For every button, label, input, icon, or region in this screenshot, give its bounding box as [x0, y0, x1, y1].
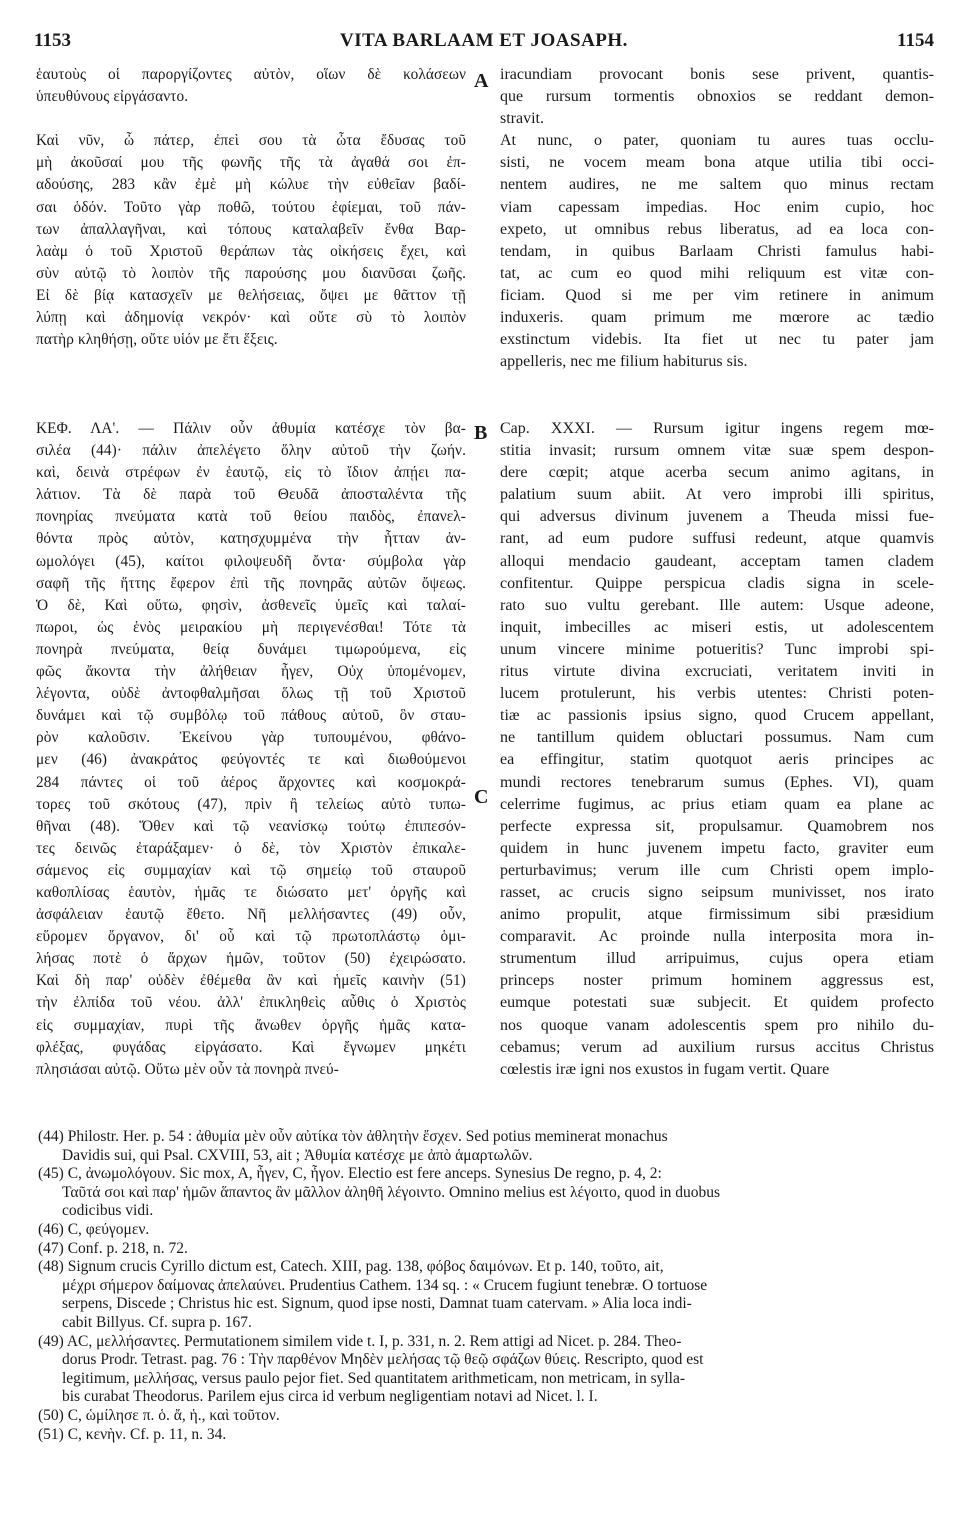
- latin-text-line: stravit.: [500, 110, 544, 128]
- greek-text-line: Ὁ δὲ, Καὶ οὕτω, φησὶν, ἀσθενεῖς ὑμεῖς καὶ ταλαί-: [36, 596, 466, 614]
- greek-text-line: ωμολόγει (45), καίτοι φιλοψευδῆ ὄντα· σύμβολα γὰρ: [36, 552, 466, 570]
- latin-text-line: eumque potestati suæ subjecit. Et quidem profecto: [500, 994, 934, 1012]
- greek-text-line: μεν (46) ἀνακράτος φεύγοντές τε καὶ διωθούμενοι: [36, 751, 466, 769]
- latin-text-line: ritus virtute divina excruciati, veritatem inviti in: [500, 663, 934, 681]
- latin-text-line: iracundiam provocant bonis sese privent, quantis-: [500, 66, 934, 83]
- latin-column-main: [500, 418, 934, 1081]
- greek-text-line: ἀσφάλειαν ἑαυτῷ ἔθετο. Νῆ μελλήσαντες (49) οὖν,: [36, 906, 466, 924]
- greek-text-line: των ἀπαλλαγῆναι, καὶ τόπους καταλαβεῖν ἔνθα Βαρ-: [36, 220, 466, 238]
- latin-text-line: palatium suum abiit. At vero improbi illi spiritus,: [500, 486, 934, 504]
- latin-text-line: princeps noster primum hominem aggressus est,: [500, 972, 934, 990]
- latin-text-line: rato suo vultu gerebant. Ille autem: Usque adeone,: [500, 596, 934, 614]
- footnote-line: (49) AC, μελλήσαντες. Permutationem similem vide t. I, p. 331, n. 2. Rem attigi ad Nicet. p. 284. Theo-: [38, 1332, 682, 1350]
- margin-letter-b: B: [474, 422, 488, 444]
- greek-text-line: καὶ, δεινὰ στρέφων ἐν ἑαυτῷ, εἰς τὸ ἴδιον ἀπῄει πα-: [36, 464, 466, 482]
- latin-text-line: ea effingitur, statim quotquot aeris principes ac: [500, 751, 934, 769]
- latin-text-line: nentem audires, ne me saltem quo minus rectam: [500, 176, 934, 194]
- footnote-line: serpens, Discede ; Christus hic est. Signum, quod ipse nosti, Damnat tuam catervam. » Alia loca indi-: [62, 1295, 692, 1313]
- greek-text-line: θῆναι (48). Ὅθεν καὶ τῷ νεανίσκῳ τούτῳ ἐπιπεσόν-: [36, 817, 466, 835]
- footnote-line: legitimum, μελλήσας, versus paulo pejor fiet. Sed quantitatem arithmeticam, non metricam, in sylla-: [62, 1369, 686, 1387]
- page-number-right: 1154: [897, 30, 934, 51]
- greek-text-line: λήσας ποτὲ ὁ ἄρχων ἡμῶν, τοῦτον (50) ἐχειρώσατο.: [36, 950, 466, 968]
- greek-text-line: σιλέα (44)· πάλιν ἀπελέγετο ὅλην αὐτοῦ τὴν ζωήν.: [36, 442, 466, 460]
- greek-text-line: ἑαυτοὺς οἱ παροργίζοντες αὐτὸν, οἵων δὲ κολάσεων: [36, 66, 466, 83]
- footnote-line: (47) Conf. p. 218, n. 72.: [38, 1239, 188, 1257]
- greek-text-line: σάμενος εἰς συμμαχίαν καὶ τῷ σημείῳ τοῦ σταυροῦ: [36, 861, 466, 879]
- greek-text-line: πονηρὰ πνεύματα, θείᾳ δυνάμει τιμωρούμενα, εἰς: [36, 640, 466, 658]
- latin-text-line: quidem in hunc juvenem impetu facto, graviter eum: [500, 839, 934, 857]
- footnote-line: dorus Prodr. Tetrast. pag. 76 : Τὴν παρθένον Μηδὲν μελήσας τῷ θεῷ σφάζων θύεις. Rescripto, quod est: [62, 1351, 704, 1369]
- greek-text-line: πλησιάσαι αὐτῷ. Οὕτω μὲν οὖν τὰ πονηρὰ πνεύ-: [36, 1060, 339, 1078]
- latin-text-line: qui adversus divinum juvenem a Theuda missi fue-: [500, 508, 934, 526]
- latin-text-line: tendam, in quibus Barlaam Christi famulus habi-: [500, 242, 934, 260]
- latin-text-line: mundi rectores tenebrarum sumus (Ephes. VI), quam: [500, 773, 934, 791]
- footnote-line: codicibus vidi.: [62, 1202, 154, 1220]
- latin-text-line: sisti, ne vocem meam bona atque utilia tibi occi-: [500, 154, 934, 172]
- latin-column-top: [500, 64, 934, 373]
- latin-text-line: rasset, ac crucis signo seipsum munivisset, nos irato: [500, 883, 934, 901]
- footnote-line: bis curabat Theodorus. Parilem ejus circa id verbum negligentiam notavi ad Nicet. l. I.: [62, 1388, 598, 1406]
- latin-text-line: tiæ ac passionis ipsius signo, quod Crucem appellant,: [500, 707, 934, 725]
- footnote-line: (46) C, φεύγομεν.: [38, 1220, 150, 1238]
- latin-text-line: animo propulit, atque firmissimum sibi præsidium: [500, 906, 934, 924]
- greek-text-line: ΚΕΦ. ΛΑ'. — Πάλιν οὖν ἀθυμία κατέσχε τὸν βα-: [36, 420, 466, 437]
- latin-text-line: que rursum tormentis obnoxios se reddant demon-: [500, 88, 934, 106]
- greek-text-line: [36, 108, 466, 130]
- footnote-line: Davidis sui, qui Psal. CXVIII, 53, ait ; Ἀθυμία κατέσχε με ἀπὸ ἁμαρτωλῶν.: [62, 1146, 533, 1164]
- latin-text-line: ne tantillum quidem obluctari possumus. Nam cum: [500, 729, 934, 747]
- latin-text-line: At nunc, o pater, quoniam tu aures tuas occlu-: [500, 132, 934, 150]
- greek-column-main: [36, 418, 466, 1081]
- footnote-line: (50) C, ὡμίλησε π. ὁ. ἄ, ἡ., καὶ τοῦτον.: [38, 1406, 280, 1424]
- latin-text-line: tat, ac cum eo quod mihi reliquum est vitæ con-: [500, 264, 934, 282]
- latin-text-line: cœlestis iræ igni nos exustos in fugam vertit. Quare: [500, 1060, 830, 1078]
- latin-text-line: strumentum illud arripuimus, cujus opera etiam: [500, 950, 934, 968]
- greek-text-line: σαφῆ τῆς ἥττης ἔφερον ἐπὶ τῆς πονηρᾶς αὐτῶν ὄψεως.: [36, 574, 466, 592]
- greek-text-line: ρὸν καλοῦσιν. Ἐκείνου γὰρ τυπουμένου, φθάνο-: [36, 729, 466, 747]
- latin-text-line: perfecte expressa sit, propulsamur. Quamobrem nos: [500, 817, 934, 835]
- greek-text-line: καθοπλίσας ἑαυτὸν, ἡμᾶς τε διώσατο μετ' ὀργῆς καὶ: [36, 883, 466, 901]
- greek-text-line: Καὶ νῦν, ὦ πάτερ, ἐπεὶ σου τὰ ὦτα ἔδυσας τοῦ: [36, 132, 466, 150]
- greek-text-line: Καὶ δὴ παρ' οὐδὲν ἐθέμεθα ἂν καὶ ἡμεῖς καινὴν (51): [36, 972, 466, 990]
- greek-text-line: τορες τοῦ σκότους (47), πρὶν ἢ τελείως αὐτὸ τυπω-: [36, 795, 466, 813]
- footnote-line: (48) Signum crucis Cyrillo dictum est, Catech. XIII, pag. 138, φόβος δαιμόνων. Et p. 140, τοῦτο, ait,: [38, 1258, 664, 1276]
- latin-text-line: unum vincere minime potueritis? Tunc improbi spi-: [500, 640, 934, 658]
- footnote-line: (51) C, κενὴν. Cf. p. 11, n. 34.: [38, 1425, 227, 1443]
- page-number-left: 1153: [34, 30, 71, 51]
- greek-text-line: φῶς ἄκοντα τὴν ἀλήθειαν ἦγεν, Οὐχ ὑπομένομεν,: [36, 663, 466, 681]
- greek-text-line: λέγοντα, οὐδὲ ἀντοφθαλμῆσαι ὅλως τῇ τοῦ Χριστοῦ: [36, 685, 466, 703]
- latin-text-line: expeto, ut omnibus rebus liberatus, ad ea loca con-: [500, 220, 934, 238]
- latin-text-line: ficiam. Quod si me per vim retinere in animum: [500, 286, 934, 304]
- greek-text-line: σὺν αὐτῷ τὸ λοιπὸν τῆς παρούσης μου διανῦσαι ζωῆς.: [36, 264, 466, 282]
- greek-column-top: [36, 64, 466, 351]
- latin-text-line: inquit, imbecilles ac miseri estis, ut adolescentem: [500, 618, 934, 636]
- footnote-line: Ταῦτά σοι καὶ παρ' ἡμῶν ἅπαντος ἂν μᾶλλον ἀληθῆ λέγοιντο. Omnino melius est λέγοιτο, quod in duobus: [62, 1183, 721, 1201]
- margin-letter-c: C: [474, 786, 489, 808]
- greek-text-line: πατὴρ κληθήσῃ, οὔτε υἱόν με ἔτι ἕξεις.: [36, 331, 278, 349]
- greek-text-line: θόντα πρὸς αὐτὸν, κατησχυμμένα τὴν ἧτταν ἀν-: [36, 530, 466, 548]
- latin-text-line: comparavit. Ac proinde nulla interposita mora in-: [500, 928, 934, 946]
- greek-text-line: λαὰμ ὁ τοῦ Χριστοῦ θεράπων τὰς οἰκήσεις ἔχει, καὶ: [36, 242, 466, 260]
- footnote-line: (45) C, ἀνωμολόγουν. Sic mox, A, ἦγεν, C, ἦγον. Electio est fere anceps. Synesius De regno, p. 4, 2:: [38, 1165, 662, 1183]
- latin-text-line: confitentur. Quippe perspicua cladis signa in scele-: [500, 574, 934, 592]
- greek-text-line: λύπῃ καὶ ἀδημονίᾳ νεκρόν· καὶ οὔτε σὺ τὸ λοιπὸν: [36, 309, 466, 327]
- greek-text-line: πονηρίας πνεύματα κατὰ τοῦ θείου παιδὸς, ἐπανελ-: [36, 508, 466, 526]
- greek-text-line: αδούσης, 283 κἂν ἐμὲ μὴ κώλυε τὴν εὐθεῖαν βαδί-: [36, 176, 466, 194]
- latin-text-line: perturbavimus; verum ille cum Christi opem implo-: [500, 861, 934, 879]
- latin-text-line: rant, ad eum pudore suffusi redeunt, atque quamvis: [500, 530, 934, 548]
- latin-text-line: induxeris. quam primum me mœrore ac tædio: [500, 309, 934, 327]
- running-title: VITA BARLAAM ET JOASAPH.: [340, 30, 628, 51]
- latin-text-line: alloqui mendacio gaudeant, acceptam tamen cladem: [500, 552, 934, 570]
- latin-text-line: viam capessam impedias. Hoc enim cupio, hoc: [500, 198, 934, 216]
- greek-text-line: τες δεινῶς ἐταράξαμεν· ὁ δὲ, τὸν Χριστὸν ἐπικαλε-: [36, 839, 466, 857]
- latin-text-line: stitia invasit; rursum omnem vitæ suæ spem despon-: [500, 442, 934, 460]
- margin-letter-a: A: [474, 70, 489, 92]
- greek-text-line: σαι ὁδόν. Τοῦτο γὰρ ποθῶ, τούτου ἐφίεμαι, τοῦ πάν-: [36, 198, 466, 216]
- greek-text-line: εὕρομεν ὄργανον, δι' οὗ καὶ τῷ πρωτοπλάστῳ ὁμι-: [36, 928, 466, 946]
- greek-text-line: δυνάμει καὶ τῷ συμβόλῳ τοῦ πάθους αὐτοῦ, ὃν σταυ-: [36, 707, 466, 725]
- greek-text-line: πωροι, ὡς ἑνὸς μειρακίου μὴ περιγενέσθαι! Τότε τὰ: [36, 618, 466, 636]
- latin-text-line: appelleris, nec me filium habiturus sis.: [500, 353, 748, 371]
- footnote-line: (44) Philostr. Her. p. 54 : ἀθυμία μὲν οὖν αὐτίκα τὸν ἀθλητὴν ἔσχεν. Sed potius meminerat monachus: [38, 1128, 668, 1145]
- footnote-line: μέχρι σήμερον δαίμονας ἀπελαύνει. Prudentius Cathem. 134 sq. : « Crucem fugiunt tenebræ. O tortuose: [62, 1276, 708, 1294]
- greek-text-line: τὴν ἐλπίδα τοῦ νέου. ἀλλ' ἐπικληθεὶς αὖθις ὁ Χριστὸς: [36, 994, 466, 1012]
- latin-text-line: exstinctum videbis. Ita fiet ut nec tu pater jam: [500, 331, 934, 349]
- latin-text-line: Cap. XXXI. — Rursum igitur ingens regem mœ-: [500, 420, 934, 437]
- greek-text-line: μὴ ἀκοῦσαί μου τῆς φωνῆς τῆς τὰ ἀγαθά σοι ἐπ-: [36, 154, 466, 172]
- latin-text-line: celerrime fugimus, ac prius etiam quam ea plane ac: [500, 795, 934, 813]
- greek-text-line: 284 πάντες οἱ τοῦ ἀέρος ἄρχοντες καὶ κοσμοκρά-: [36, 773, 466, 791]
- latin-text-line: lucem protulerunt, his verbis utentes: Christi poten-: [500, 685, 934, 703]
- footnote-line: cabit Billyus. Cf. supra p. 167.: [62, 1313, 252, 1331]
- latin-text-line: dere cœpit; atque acerba secum animo agitans, in: [500, 464, 934, 482]
- latin-text-line: nos quoque vanam adolescentis spem pro nihilo du-: [500, 1016, 934, 1034]
- running-header: [34, 30, 934, 60]
- greek-text-line: Εἰ δὲ βίᾳ κατασχεῖν με θελήσειας, ὄψει με θᾶττον τῇ: [36, 286, 466, 304]
- greek-text-line: φλέξας, φυγάδας εἰργάσατο. Καὶ ἔγνωμεν μηκέτι: [36, 1038, 466, 1056]
- greek-text-line: ὑπευθύνους εἰργάσαντο.: [36, 88, 189, 106]
- footnotes: [38, 1128, 934, 1444]
- greek-text-line: λάτιον. Τὰ δὲ παρὰ τοῦ Θευδᾶ ἀποσταλέντα τῆς: [36, 486, 466, 504]
- greek-text-line: εἰς συμμαχίαν, πυρὶ τῆς ἄνωθεν ὀργῆς ἡμᾶς κατα-: [36, 1016, 466, 1034]
- latin-text-line: cebamus; verum ad auxilium rursus accitus Christus: [500, 1038, 934, 1056]
